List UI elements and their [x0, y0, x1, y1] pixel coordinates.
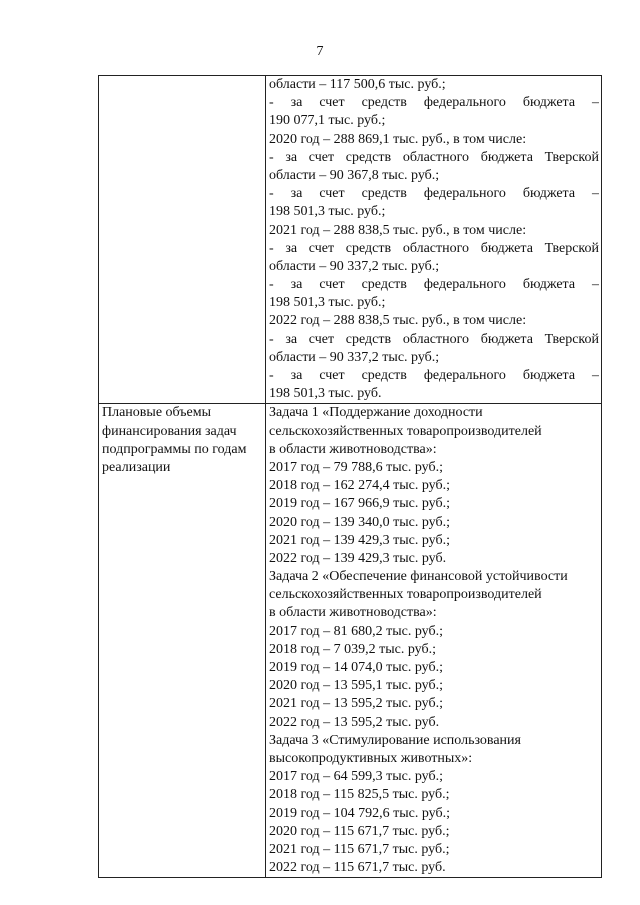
text-line: 2021 год – 115 671,7 тыс. руб.; — [269, 841, 450, 857]
text-line: области – 117 500,6 тыс. руб.; — [269, 77, 446, 92]
text-line: области – 90 367,8 тыс. руб.; — [269, 167, 440, 183]
text-line: 2017 год – 79 788,6 тыс. руб.; — [269, 459, 443, 475]
text-line: области – 90 337,2 тыс. руб.; — [269, 258, 440, 274]
row-label-line: Плановые объемы — [102, 405, 212, 421]
text-line: 2022 год – 13 595,2 тыс. руб. — [269, 714, 440, 730]
text-line: 2017 год – 81 680,2 тыс. руб.; — [269, 623, 443, 639]
text-line: 2021 год – 139 429,3 тыс. руб.; — [269, 532, 450, 548]
text-line: - за счет средств федерального бюджета – — [269, 277, 599, 293]
text-line: 198 501,3 тыс. руб. — [269, 386, 382, 402]
text-line: - за счет средств федерального бюджета – — [269, 95, 599, 111]
row-label-line: подпрограммы по годам — [102, 441, 247, 457]
text-line: 2018 год – 7 039,2 тыс. руб.; — [269, 641, 436, 657]
text-line: - за счет средств федерального бюджета – — [269, 368, 599, 383]
row-label-line: финансирования задач — [102, 423, 237, 439]
table-row — [99, 404, 602, 878]
text-line: Задача 2 «Обеспечение финансовой устойчивости — [269, 569, 568, 585]
row1-label-cell — [99, 76, 266, 404]
text-line: 2019 год – 167 966,9 тыс. руб.; — [269, 496, 450, 512]
text-line: - за счет средств федерального бюджета – — [269, 186, 599, 202]
text-line: 190 077,1 тыс. руб.; — [269, 113, 386, 129]
row1-value-cell — [266, 76, 602, 404]
text-line: 2022 год – 139 429,3 тыс. руб. — [269, 550, 447, 566]
financing-table — [98, 75, 602, 878]
text-line: области – 90 337,2 тыс. руб.; — [269, 349, 440, 365]
text-line: 2020 год – 115 671,7 тыс. руб.; — [269, 823, 450, 839]
text-line: сельскохозяйственных товаропроизводителей — [269, 587, 542, 603]
row2-value-cell — [266, 404, 602, 878]
text-line: в области животноводства»: — [269, 605, 437, 621]
text-line: 2020 год – 13 595,1 тыс. руб.; — [269, 678, 443, 694]
text-line: 2019 год – 104 792,6 тыс. руб.; — [269, 805, 450, 821]
text-line: 2020 год – 288 869,1 тыс. руб., в том числе: — [269, 131, 527, 147]
text-line: 2022 год – 115 671,7 тыс. руб. — [269, 860, 446, 876]
text-line: 2018 год – 162 274,4 тыс. руб.; — [269, 478, 450, 494]
text-line: сельскохозяйственных товаропроизводителей — [269, 423, 542, 439]
text-line: 2018 год – 115 825,5 тыс. руб.; — [269, 787, 450, 803]
page-number: 7 — [316, 44, 324, 59]
row2-label-cell — [99, 404, 266, 878]
text-line: Задача 3 «Стимулирование использования — [269, 732, 521, 748]
text-line: 2021 год – 288 838,5 тыс. руб., в том числе: — [269, 222, 527, 238]
text-line: 2021 год – 13 595,2 тыс. руб.; — [269, 696, 443, 712]
text-line: 2019 год – 14 074,0 тыс. руб.; — [269, 660, 443, 675]
table-row — [99, 76, 602, 404]
text-line: в области животноводства»: — [269, 441, 437, 457]
row-label-line: реализации — [102, 459, 171, 475]
text-line: 2020 год – 139 340,0 тыс. руб.; — [269, 514, 450, 530]
text-line: - за счет средств областного бюджета Тверской — [269, 149, 599, 165]
text-line: высокопродуктивных животных»: — [269, 750, 473, 766]
text-line: 2017 год – 64 599,3 тыс. руб.; — [269, 769, 443, 785]
text-line: Задача 1 «Поддержание доходности — [269, 405, 483, 421]
text-line: 2022 год – 288 838,5 тыс. руб., в том числе: — [269, 313, 527, 329]
text-line: 198 501,3 тыс. руб.; — [269, 204, 386, 220]
text-line: 198 501,3 тыс. руб.; — [269, 295, 386, 311]
text-line: - за счет средств областного бюджета Тверской — [269, 331, 599, 347]
text-line: - за счет средств областного бюджета Тверской — [269, 240, 599, 256]
